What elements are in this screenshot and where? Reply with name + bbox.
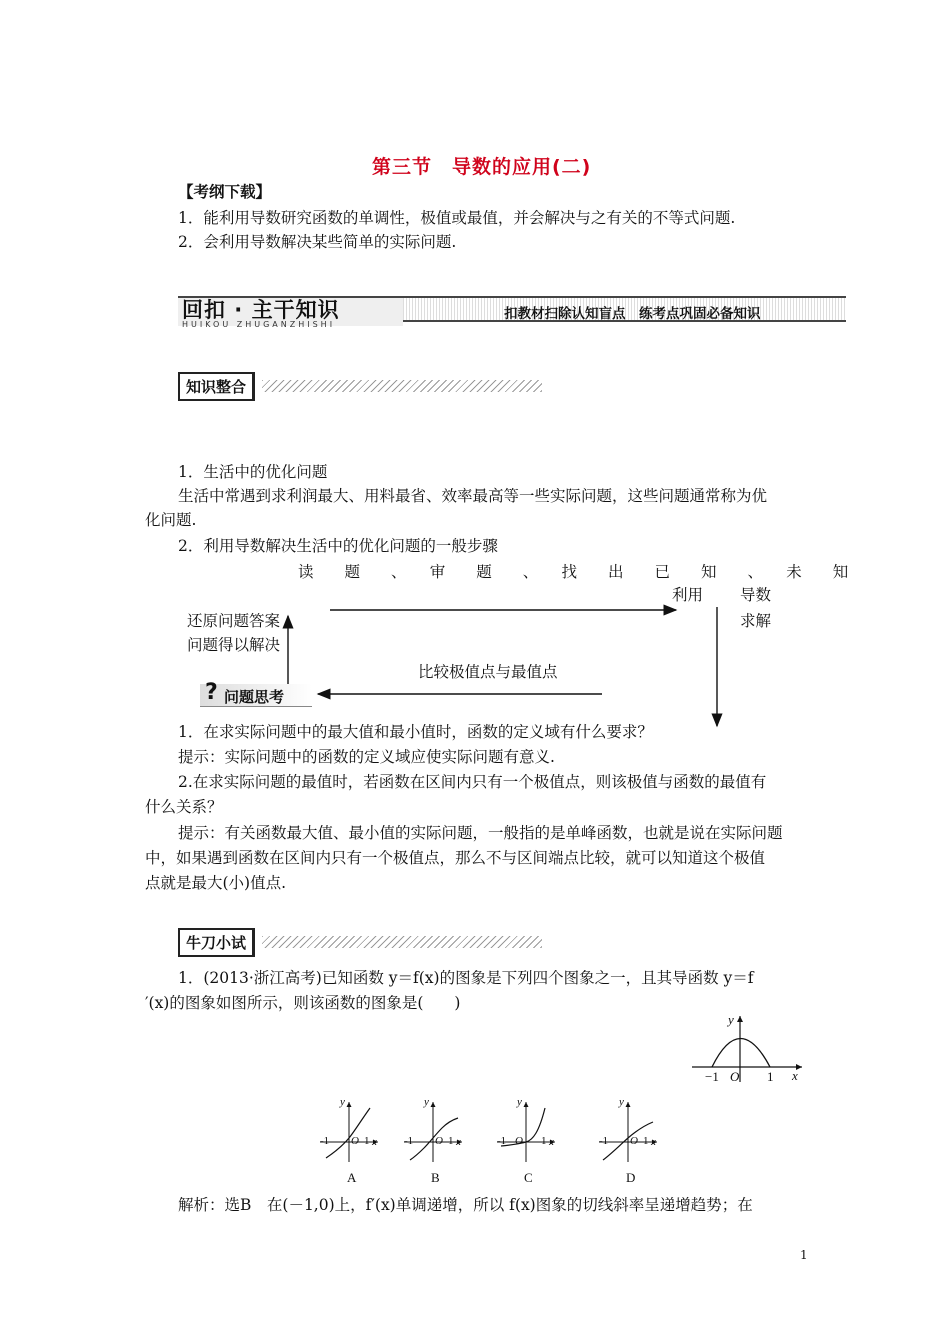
q1: 1．在求实际问题中的最大值和最小值时，函数的定义域有什么要求？ (178, 723, 653, 741)
option-c-neg-one: -1 (497, 1135, 507, 1147)
option-d-neg-one: -1 (599, 1135, 609, 1147)
q2-line2: 什么关系？ (145, 798, 223, 816)
flow-restore: 还原问题答案 (187, 612, 281, 630)
p1-line2: 化问题. (145, 511, 197, 529)
option-b-one: 1 (448, 1135, 454, 1147)
a2-line3: 点就是最大(小)值点. (145, 874, 287, 892)
option-c-one: 1 (541, 1135, 547, 1147)
option-d-letter[interactable]: D (626, 1170, 636, 1185)
option-b-x: x (456, 1136, 461, 1148)
option-d-one: 1 (643, 1135, 649, 1147)
derivative-x-label: x (792, 1068, 798, 1083)
p1-title: 1．生活中的优化问题 (178, 463, 328, 481)
solution-line: 解析：选B 在(－1,0)上，f′(x)单调递增，所以 f(x)图象的切线斜率呈递增趋势；在 (178, 1196, 753, 1214)
p1-line1: 生活中常遇到求利润最大、用料最省、效率最高等一些实际问题，这些问题通常称为优 (178, 487, 768, 505)
option-b-graph (402, 1098, 464, 1186)
a2-line2: 中，如果遇到函数在区间内只有一个极值点，那么不与区间端点比较，就可以知道这个极值 (145, 849, 766, 867)
flow-solved: 问题得以解决 (187, 636, 281, 654)
option-b-y: y (424, 1096, 429, 1108)
option-d-y: y (619, 1096, 624, 1108)
derivative-origin: O (730, 1069, 740, 1084)
page-title: 第三节 导数的应用(二) (372, 156, 592, 178)
option-a-letter[interactable]: A (347, 1170, 357, 1185)
a1: 提示：实际问题中的函数的定义域应使实际问题有意义. (178, 748, 555, 766)
a2-line1: 提示：有关函数最大值、最小值的实际问题，一般指的是单峰函数，也就是说在实际问题 (178, 824, 783, 842)
option-a-origin: O (351, 1135, 359, 1147)
thinking-tag: 问题思考 (224, 688, 285, 706)
option-c-origin: O (515, 1135, 523, 1147)
question-line2: ′(x)的图象如图所示，则该函数的图象是( ) (145, 994, 461, 1012)
derivative-one: 1 (767, 1069, 774, 1084)
option-c-graph (495, 1098, 557, 1186)
banner-slogan: 扣教材扫除认知盲点 练考点巩固必备知识 (504, 306, 761, 322)
option-b-letter[interactable]: B (431, 1170, 440, 1185)
derivative-graph (690, 1012, 810, 1084)
option-b-origin: O (435, 1135, 443, 1147)
practice-tag: 牛刀小试 (178, 928, 255, 957)
option-d-x: x (651, 1136, 656, 1148)
option-c-letter[interactable]: C (524, 1170, 533, 1185)
option-a-one: 1 (364, 1135, 370, 1147)
knowledge-tag: 知识整合 (178, 372, 255, 401)
banner-pinyin: HUIKOU ZHUGANZHISHI (182, 320, 336, 329)
banner-title: 回扣 · 主干知识 (182, 298, 340, 322)
flow-compare: 比较极值点与最值点 (418, 663, 558, 681)
flow-read-problem: 读 题 、 审 题 、 找 出 已 知 、 未 知 (298, 563, 849, 581)
option-c-y: y (517, 1096, 522, 1108)
option-a-graph (318, 1098, 380, 1186)
option-d-graph (597, 1098, 659, 1186)
derivative-y-label: y (728, 1012, 734, 1027)
option-d-origin: O (630, 1135, 638, 1147)
question-mark-icon: ? (205, 680, 218, 705)
q2-line1: 2.在求实际问题的最值时，若函数在区间内只有一个极值点，则该极值与函数的最值有 (178, 773, 767, 791)
derivative-neg-one: −1 (705, 1069, 719, 1084)
option-a-neg-one: -1 (320, 1135, 330, 1147)
p2-title: 2．利用导数解决生活中的优化问题的一般步骤 (178, 537, 498, 555)
page-number: 1 (800, 1248, 808, 1262)
outline-item-2: 2．会利用导数解决某些简单的实际问题. (178, 233, 457, 251)
flow-use: 利用 (672, 586, 704, 604)
flow-derivative: 导数 (740, 586, 772, 604)
option-a-y: y (340, 1096, 345, 1108)
outline-item-1: 1．能利用导数研究函数的单调性，极值或最值，并会解决与之有关的不等式问题. (178, 209, 736, 227)
option-b-neg-one: -1 (404, 1135, 414, 1147)
option-c-x: x (549, 1136, 554, 1148)
question-line1: 1．(2013·浙江高考)已知函数 y＝f(x)的图象是下列四个图象之一，且其导函数 y＝f (178, 969, 754, 987)
option-a-x: x (372, 1136, 377, 1148)
flow-solve: 求解 (740, 612, 772, 630)
practice-hatch (262, 936, 542, 948)
outline-heading: 【考纲下载】 (178, 182, 272, 201)
